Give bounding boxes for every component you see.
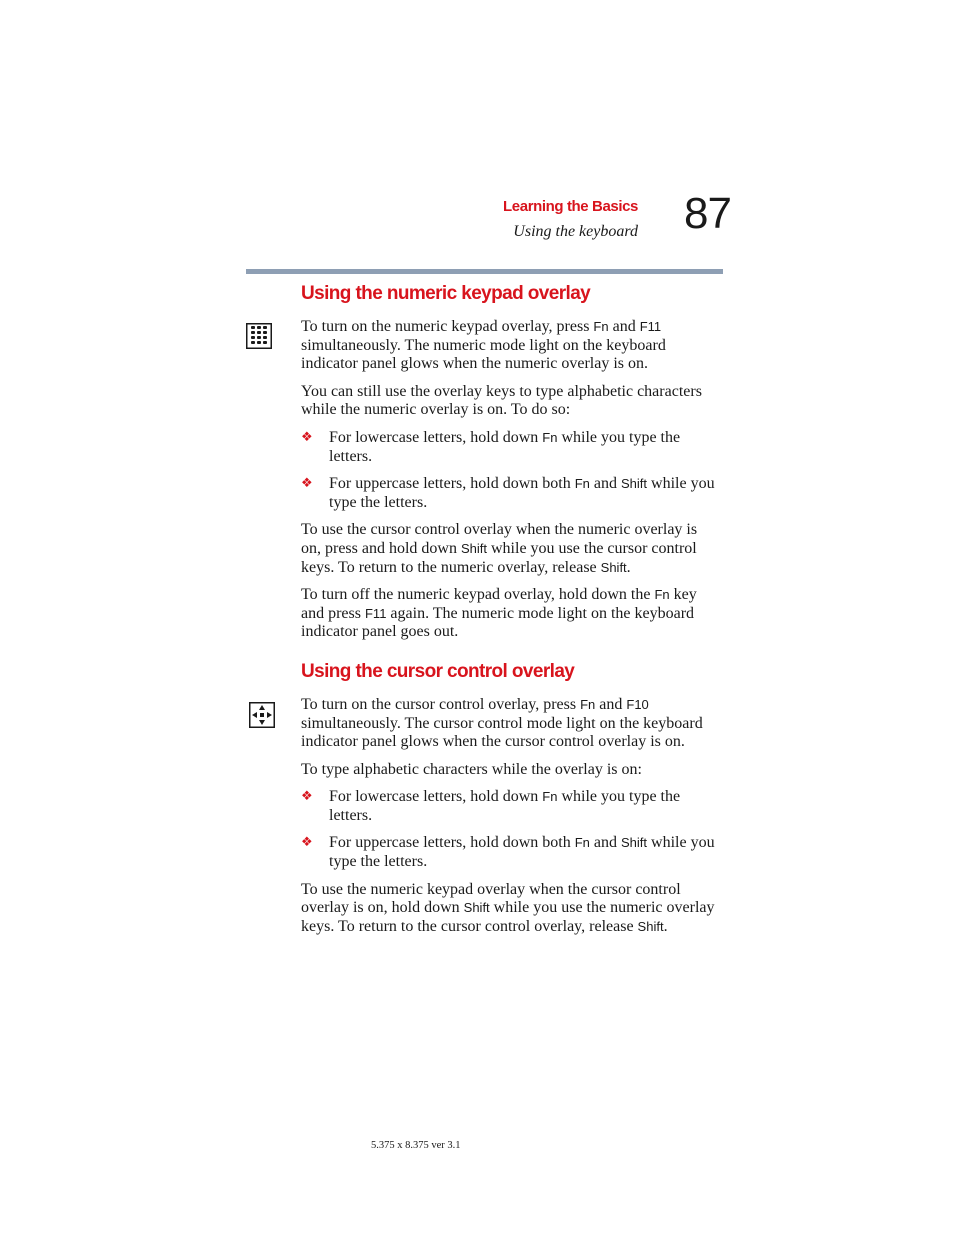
section-heading-cursor-control: Using the cursor control overlay (301, 660, 575, 682)
cursor-control-icon (249, 702, 275, 728)
key-label: Fn (542, 789, 558, 805)
bullet-list (301, 429, 721, 512)
key-label: Shift (621, 476, 648, 492)
key-label: Fn (654, 587, 670, 603)
key-label: F10 (626, 696, 649, 712)
bullet-icon: ❖ (301, 789, 313, 805)
key-label: Shift (637, 918, 664, 934)
key-label: Shift (460, 540, 487, 556)
main-content (301, 282, 721, 945)
paragraph: To turn off the numeric keypad overlay, hold down the Fn key and press F11 again. The numeric mode light on the keyboard indicator panel goes out. (301, 586, 697, 641)
list-item: ❖ For lowercase letters, hold down Fn while you type the letters. (301, 788, 681, 824)
key-label: Fn (574, 835, 590, 851)
footer-version: 5.375 x 8.375 ver 3.1 (371, 1140, 461, 1151)
key-label: Fn (580, 696, 596, 712)
key-label: Fn (542, 429, 558, 445)
list-item: ❖ For lowercase letters, hold down Fn while you type the letters. (301, 428, 681, 465)
paragraph: To type alphabetic characters while the overlay is on: (301, 760, 642, 778)
numeric-keypad-icon (246, 323, 272, 349)
bullet-icon: ❖ (301, 835, 313, 851)
key-label: F11 (364, 605, 387, 621)
chapter-title: Learning the Basics (503, 198, 638, 215)
header-rule (246, 269, 723, 274)
bullet-icon: ❖ (301, 429, 313, 445)
key-label: Fn (574, 476, 590, 492)
list-item: ❖ For uppercase letters, hold down both Fn and Shift while you type the letters. (301, 834, 715, 871)
key-label: Shift (621, 835, 648, 851)
paragraph: To turn on the numeric keypad overlay, press Fn and F11 simultaneously. The numeric mode light on the keyboard indicator panel glows when the numeric overlay is on. (301, 318, 666, 373)
paragraph: To use the cursor control overlay when the numeric overlay is on, press and hold down Shift while you use the cursor control keys. To return to the numeric overlay, release Shift. (301, 521, 698, 576)
section-heading-numeric-keypad: Using the numeric keypad overlay (301, 283, 591, 304)
key-label: F11 (639, 319, 662, 334)
paragraph: To use the numeric keypad overlay when the cursor control overlay is on, hold down Shift while you use the numeric overlay keys. To return to the cursor control overlay, release Shift. (301, 880, 715, 935)
key-label: Fn (593, 319, 609, 334)
bullet-icon: ❖ (301, 476, 313, 492)
key-label: Shift (600, 559, 627, 575)
bullet-list (301, 788, 721, 871)
section-subtitle: Using the keyboard (513, 223, 638, 240)
page-number: 87 (684, 189, 731, 238)
list-item: ❖ For uppercase letters, hold down both Fn and Shift while you type the letters. (301, 475, 715, 511)
key-label: Shift (463, 900, 490, 916)
paragraph: You can still use the overlay keys to type alphabetic characters while the numeric overlay is on. To do so: (301, 382, 702, 419)
paragraph: To turn on the cursor control overlay, press Fn and F10 simultaneously. The cursor control mode light on the keyboard indicator panel glows when the cursor control overlay is on. (301, 695, 703, 751)
